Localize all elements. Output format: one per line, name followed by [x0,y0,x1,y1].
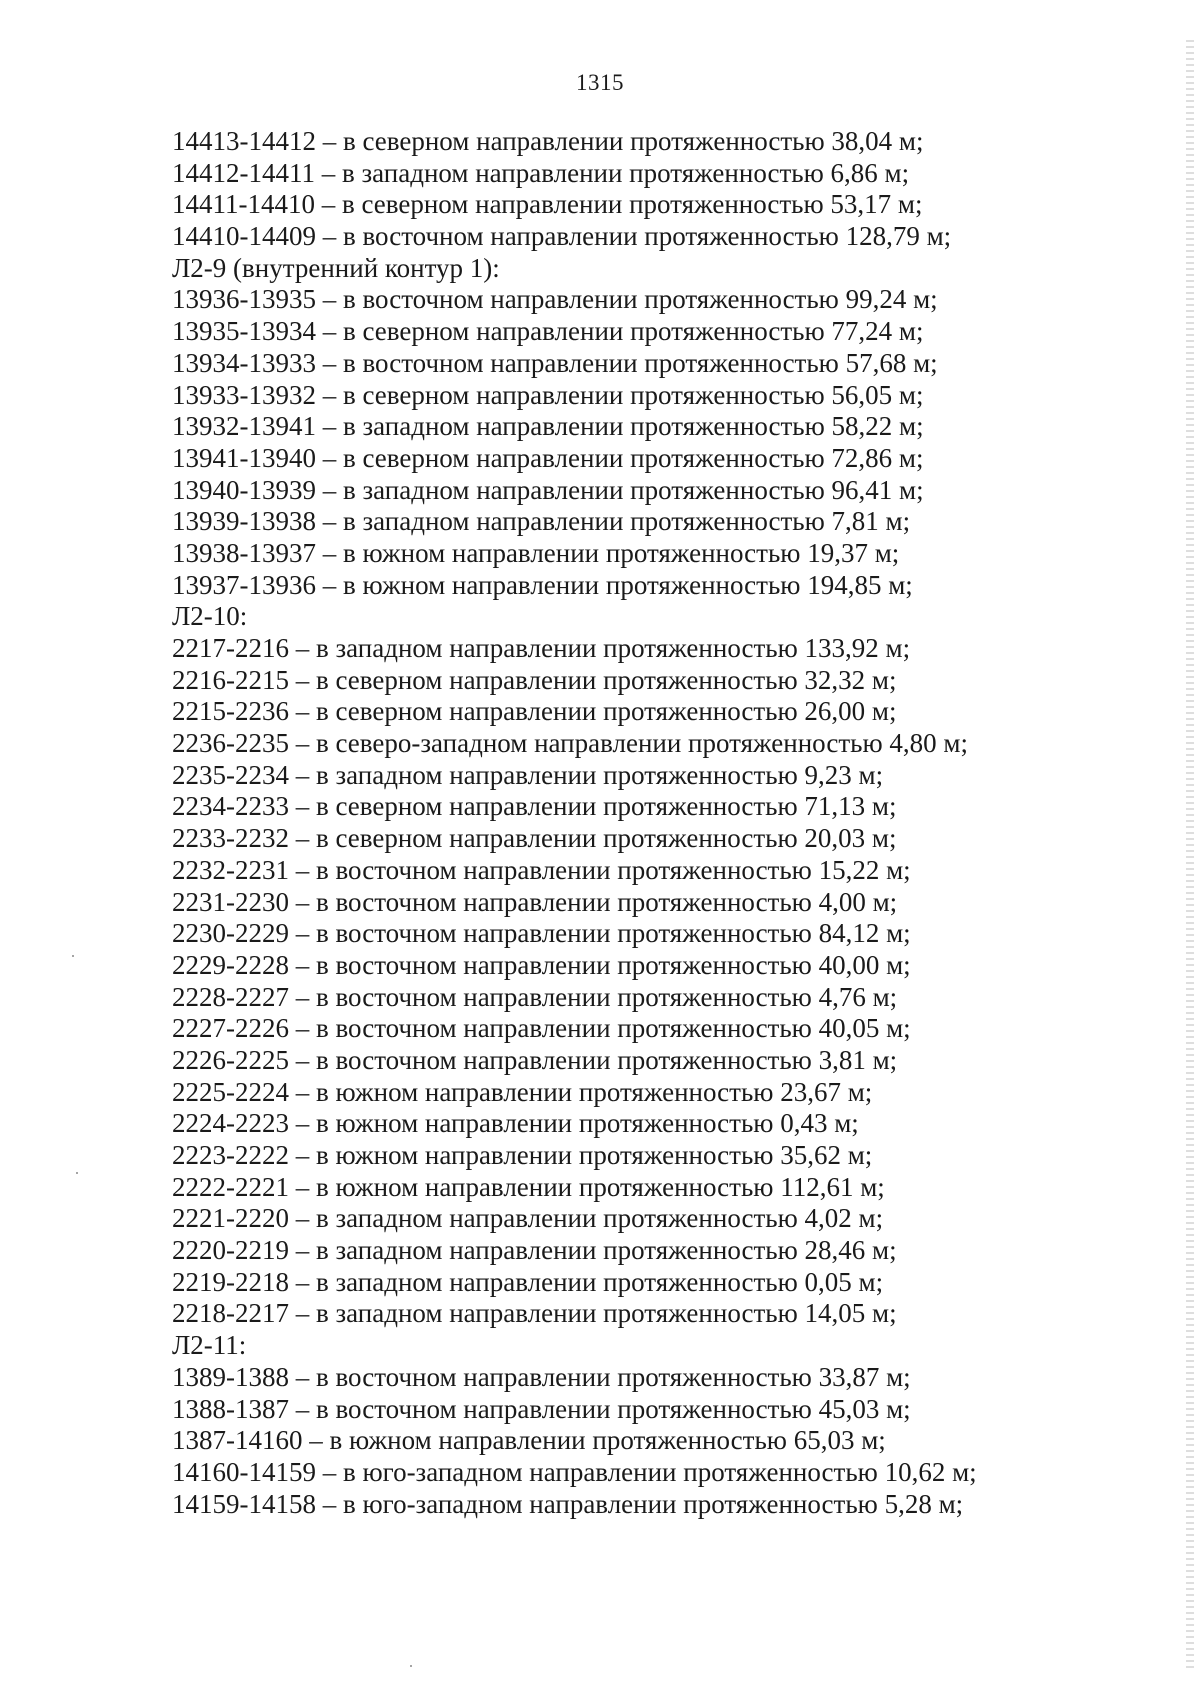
list-item: 14412-14411 – в западном направлении протяженностью 6,86 м; [172,157,910,188]
list-item: 14159-14158 – в юго-западном направлении протяженностью 5,28 м; [172,1488,964,1519]
list-item: 13938-13937 – в южном направлении протяженностью 19,37 м; [172,537,900,568]
list-item: 2229-2228 – в восточном направлении протяженностью 40,00 м; [172,949,911,980]
scan-edge-artifact [1186,40,1194,1670]
section-heading: Л2-11: [172,1330,247,1361]
list-item: 13935-13934 – в северном направлении протяженностью 77,24 м; [172,316,924,347]
list-item: 2218-2217 – в западном направлении протяженностью 14,05 м; [172,1298,897,1329]
list-item: 2222-2221 – в южном направлении протяженностью 112,61 м; [172,1171,885,1202]
list-item: 2234-2233 – в северном направлении протяженностью 71,13 м; [172,791,897,822]
list-item: 2232-2231 – в восточном направлении протяженностью 15,22 м; [172,854,911,885]
list-item: 2235-2234 – в западном направлении протяженностью 9,23 м; [172,759,884,790]
list-item: 2219-2218 – в западном направлении протяженностью 0,05 м; [172,1266,884,1297]
list-item: 1389-1388 – в восточном направлении протяженностью 33,87 м; [172,1361,911,1392]
list-item: 2220-2219 – в западном направлении протяженностью 28,46 м; [172,1235,897,1266]
list-item: 14411-14410 – в северном направлении протяженностью 53,17 м; [172,189,923,220]
page-number: 1315 [576,70,624,95]
list-item: 13933-13932 – в северном направлении протяженностью 56,05 м; [172,379,924,410]
list-item: 2221-2220 – в западном направлении протяженностью 4,02 м; [172,1203,884,1234]
list-item: 13936-13935 – в восточном направлении протяженностью 99,24 м; [172,284,938,315]
list-item: 14160-14159 – в юго-западном направлении протяженностью 10,62 м; [172,1456,977,1487]
list-item: 14413-14412 – в северном направлении протяженностью 38,04 м; [172,126,924,156]
list-item: 13932-13941 – в западном направлении протяженностью 58,22 м; [172,411,924,442]
list-item: 13937-13936 – в южном направлении протяженностью 194,85 м; [172,569,913,600]
list-item: 2236-2235 – в северо-западном направлении протяженностью 4,80 м; [172,728,968,759]
list-item: 2231-2230 – в восточном направлении протяженностью 4,00 м; [172,886,898,917]
boundary-description-list [172,126,977,1520]
list-item: 13941-13940 – в северном направлении протяженностью 72,86 м; [172,442,924,473]
list-item: 2225-2224 – в южном направлении протяженностью 23,67 м; [172,1076,873,1107]
list-item: 2223-2222 – в южном направлении протяженностью 35,62 м; [172,1140,873,1170]
list-item: 2217-2216 – в западном направлении протяженностью 133,92 м; [172,633,911,663]
list-item: 1387-14160 – в южном направлении протяженностью 65,03 м; [172,1425,886,1456]
list-item: 13940-13939 – в западном направлении протяженностью 96,41 м; [172,474,924,505]
scan-speck [76,1172,78,1174]
list-item: 13939-13938 – в западном направлении протяженностью 7,81 м; [172,506,911,537]
list-item: 13934-13933 – в восточном направлении протяженностью 57,68 м; [172,347,938,378]
list-item: 2233-2232 – в северном направлении протяженностью 20,03 м; [172,823,897,854]
scan-speck [72,955,74,957]
section-heading: Л2-9 (внутренний контур 1): [172,252,500,283]
list-item: 2216-2215 – в северном направлении протяженностью 32,32 м; [172,664,897,695]
list-item: 1388-1387 – в восточном направлении протяженностью 45,03 м; [172,1393,911,1424]
scan-speck [410,1665,412,1667]
list-item: 2226-2225 – в восточном направлении протяженностью 3,81 м; [172,1044,898,1075]
list-item: 2230-2229 – в восточном направлении протяженностью 84,12 м; [172,918,911,949]
section-heading: Л2-10: [172,601,248,632]
list-item: 14410-14409 – в восточном направлении протяженностью 128,79 м; [172,221,952,252]
list-item: 2228-2227 – в восточном направлении протяженностью 4,76 м; [172,981,898,1012]
list-item: 2224-2223 – в южном направлении протяженностью 0,43 м; [172,1108,859,1139]
list-item: 2227-2226 – в восточном направлении протяженностью 40,05 м; [172,1013,911,1044]
list-item: 2215-2236 – в северном направлении протяженностью 26,00 м; [172,696,897,727]
